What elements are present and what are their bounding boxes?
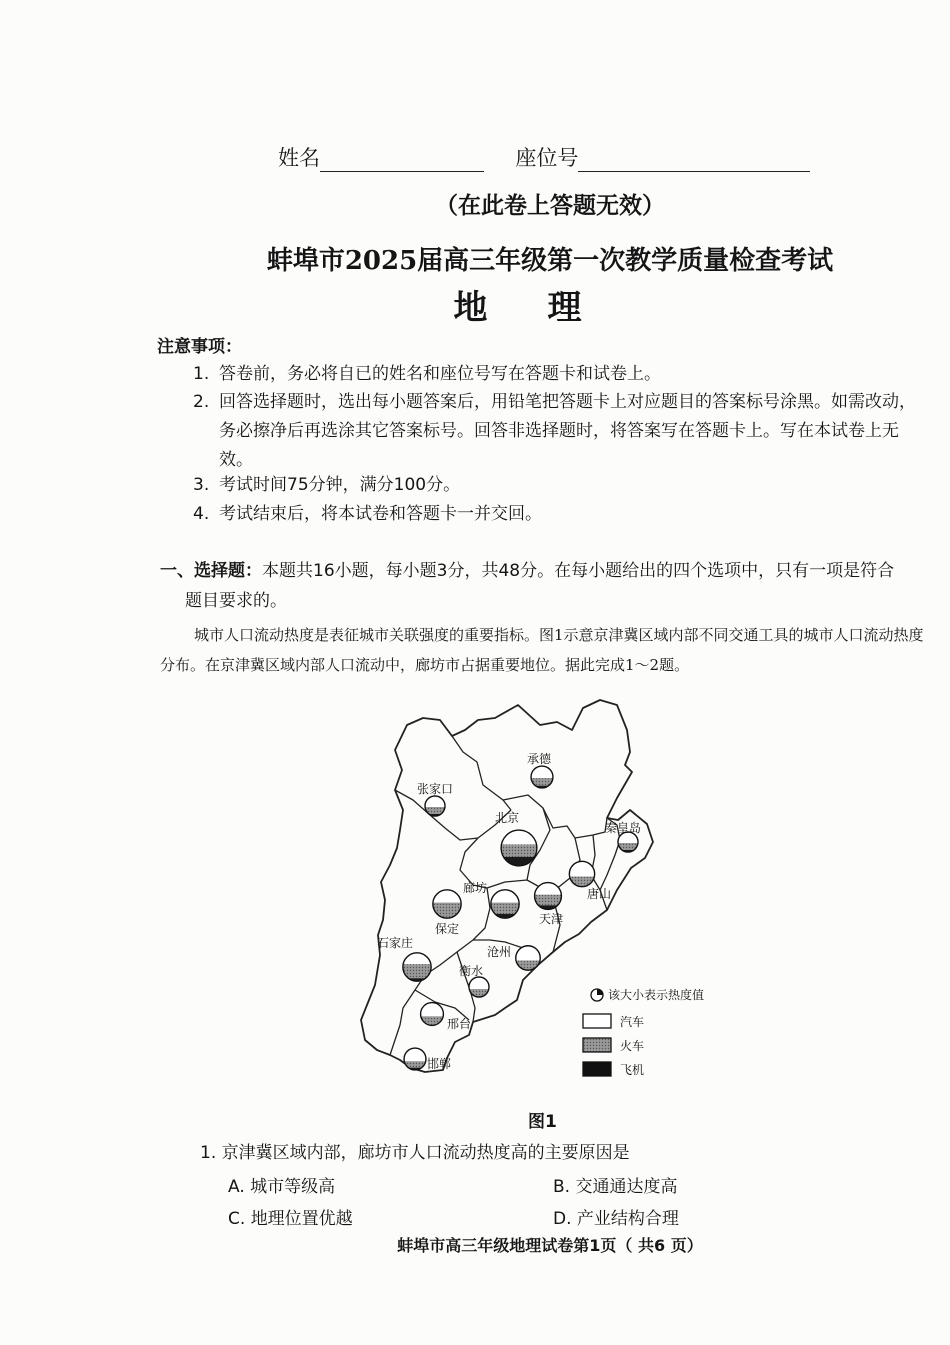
notice-item-text: 考试时间75分钟，满分100分。 — [219, 475, 461, 495]
notice-item-text: 回答选择题时，选出每小题答案后，用铅笔把答题卡上对应题目的答案标号涂黑。如需改动，务必擦净后再选涂其它答案标号。回答非选择题时，将答案写在答题卡上。写在本试卷上无效。 — [219, 392, 916, 470]
city-label: 石家庄 — [377, 936, 414, 950]
option-c[interactable] — [228, 1204, 353, 1229]
legend-train-label: 火车 — [620, 1039, 645, 1053]
option-label: D. — [553, 1209, 572, 1229]
city-label: 衡水 — [459, 964, 484, 978]
legend-plane-swatch — [583, 1062, 611, 1076]
city-label: 承德 — [527, 752, 552, 766]
city-pie-1 — [531, 766, 553, 788]
city-pie-11 — [469, 977, 489, 998]
city-label: 唐山 — [587, 887, 612, 901]
train-band — [433, 903, 461, 919]
city-label: 邢台 — [447, 1017, 472, 1031]
notice-item-number: 1. — [193, 364, 210, 384]
car-band — [403, 953, 431, 965]
seat-field[interactable] — [578, 149, 810, 172]
option-text: 城市等级高 — [250, 1177, 336, 1197]
notice-item-number: 2. — [193, 392, 210, 412]
notice-heading: 注意事项： — [157, 337, 242, 357]
section-heading: 一、选择题： — [160, 561, 262, 581]
notice-item — [193, 500, 923, 529]
legend-size-icon-wedge — [597, 989, 603, 995]
city-label: 沧州 — [487, 945, 512, 959]
notice-item-text: 答卷前，务必将自已的姓名和座位号写在答题卡和试卷上。 — [219, 364, 661, 384]
question-stem: 1. 京津冀区域内部，廊坊市人口流动热度高的主要原因是 — [200, 1143, 630, 1163]
subject-title: 地理 — [453, 288, 642, 328]
option-label: C. — [228, 1209, 246, 1229]
intro-paragraph: 城市人口流动热度是表征城市关联强度的重要指标。图1示意京津冀区域内部不同交通工具的城市人口流动热度分布。在京津冀区域内部人口流动中，廊坊市占据重要地位。据此完成1～2题。 — [160, 626, 924, 674]
notice-item — [193, 471, 923, 500]
city-pie-2 — [425, 796, 445, 817]
legend-plane-label: 飞机 — [620, 1063, 645, 1077]
city-pie-13 — [404, 1048, 426, 1070]
train-band — [535, 895, 562, 906]
city-label: 张家口 — [417, 782, 454, 796]
city-pie-9 — [403, 953, 431, 982]
option-d[interactable] — [553, 1204, 679, 1229]
exam-title: 蚌埠市2025届高三年级第一次教学质量检查考试 — [266, 246, 834, 276]
map-legend — [583, 987, 704, 1077]
city-label: 北京 — [495, 811, 520, 825]
notice-item-number: 4. — [193, 504, 210, 524]
option-a[interactable] — [228, 1172, 335, 1197]
city-label: 廊坊 — [463, 881, 488, 895]
option-label: A. — [228, 1177, 245, 1197]
legend-car-label: 汽车 — [620, 1015, 645, 1029]
car-band — [425, 796, 445, 808]
section-title — [160, 556, 928, 616]
car-band — [404, 1048, 426, 1062]
city-label: 秦皇岛 — [605, 821, 642, 835]
city-pie-8 — [535, 883, 562, 910]
train-band — [491, 903, 519, 915]
car-band — [491, 890, 519, 903]
section-text-line1: 本题共16小题，每小题3分，共48分。在每小题给出的四个选项中，只有一项是符合 — [262, 561, 895, 581]
student-info-fields — [278, 142, 810, 172]
city-pie-3 — [501, 830, 537, 866]
city-pie-4 — [618, 832, 638, 853]
option-text: 产业结构合理 — [576, 1209, 679, 1229]
car-band — [569, 861, 594, 877]
car-band — [531, 766, 553, 779]
option-text: 交通通达度高 — [575, 1177, 678, 1197]
legend-car-swatch — [583, 1014, 611, 1028]
city-pie-7 — [491, 890, 519, 919]
notice-item — [193, 360, 923, 389]
notice-item — [193, 388, 923, 475]
legend-size-note: 该大小表示热度值 — [608, 988, 705, 1002]
train-band — [421, 1016, 444, 1026]
name-field[interactable] — [320, 149, 484, 172]
figure-1-map — [355, 690, 735, 1090]
seat-label: 座位号 — [515, 146, 579, 170]
option-label: B. — [553, 1177, 571, 1197]
name-label: 姓名 — [278, 146, 320, 170]
legend-train-swatch — [583, 1038, 611, 1052]
section-text-line2: 题目要求的。 — [185, 591, 287, 611]
city-label: 保定 — [435, 922, 460, 936]
option-text: 地理位置优越 — [250, 1209, 353, 1229]
car-band — [421, 1003, 444, 1017]
option-b[interactable] — [553, 1172, 677, 1197]
city-label: 天津 — [539, 912, 564, 926]
notice-item-text: 考试结束后，将本试卷和答题卡一并交回。 — [219, 504, 542, 524]
city-label: 邯郸 — [427, 1057, 452, 1071]
car-band — [535, 883, 562, 896]
car-band — [469, 977, 489, 990]
city-pie-6 — [433, 890, 461, 919]
train-band — [501, 844, 537, 857]
figure-caption: 图1 — [528, 1112, 557, 1132]
invalid-note: （在此卷上答题无效） — [435, 193, 665, 219]
notice-item-number: 3. — [193, 475, 210, 495]
city-pie-10 — [516, 946, 540, 971]
city-pie-12 — [421, 1003, 444, 1026]
train-band — [569, 877, 594, 888]
city-pie-5 — [569, 861, 594, 887]
car-band — [433, 890, 461, 903]
car-band — [516, 946, 540, 961]
car-band — [501, 830, 537, 845]
train-band — [516, 960, 540, 970]
page-footer: 蚌埠市高三年级地理试卷第1页（ 共6 页） — [397, 1236, 703, 1255]
